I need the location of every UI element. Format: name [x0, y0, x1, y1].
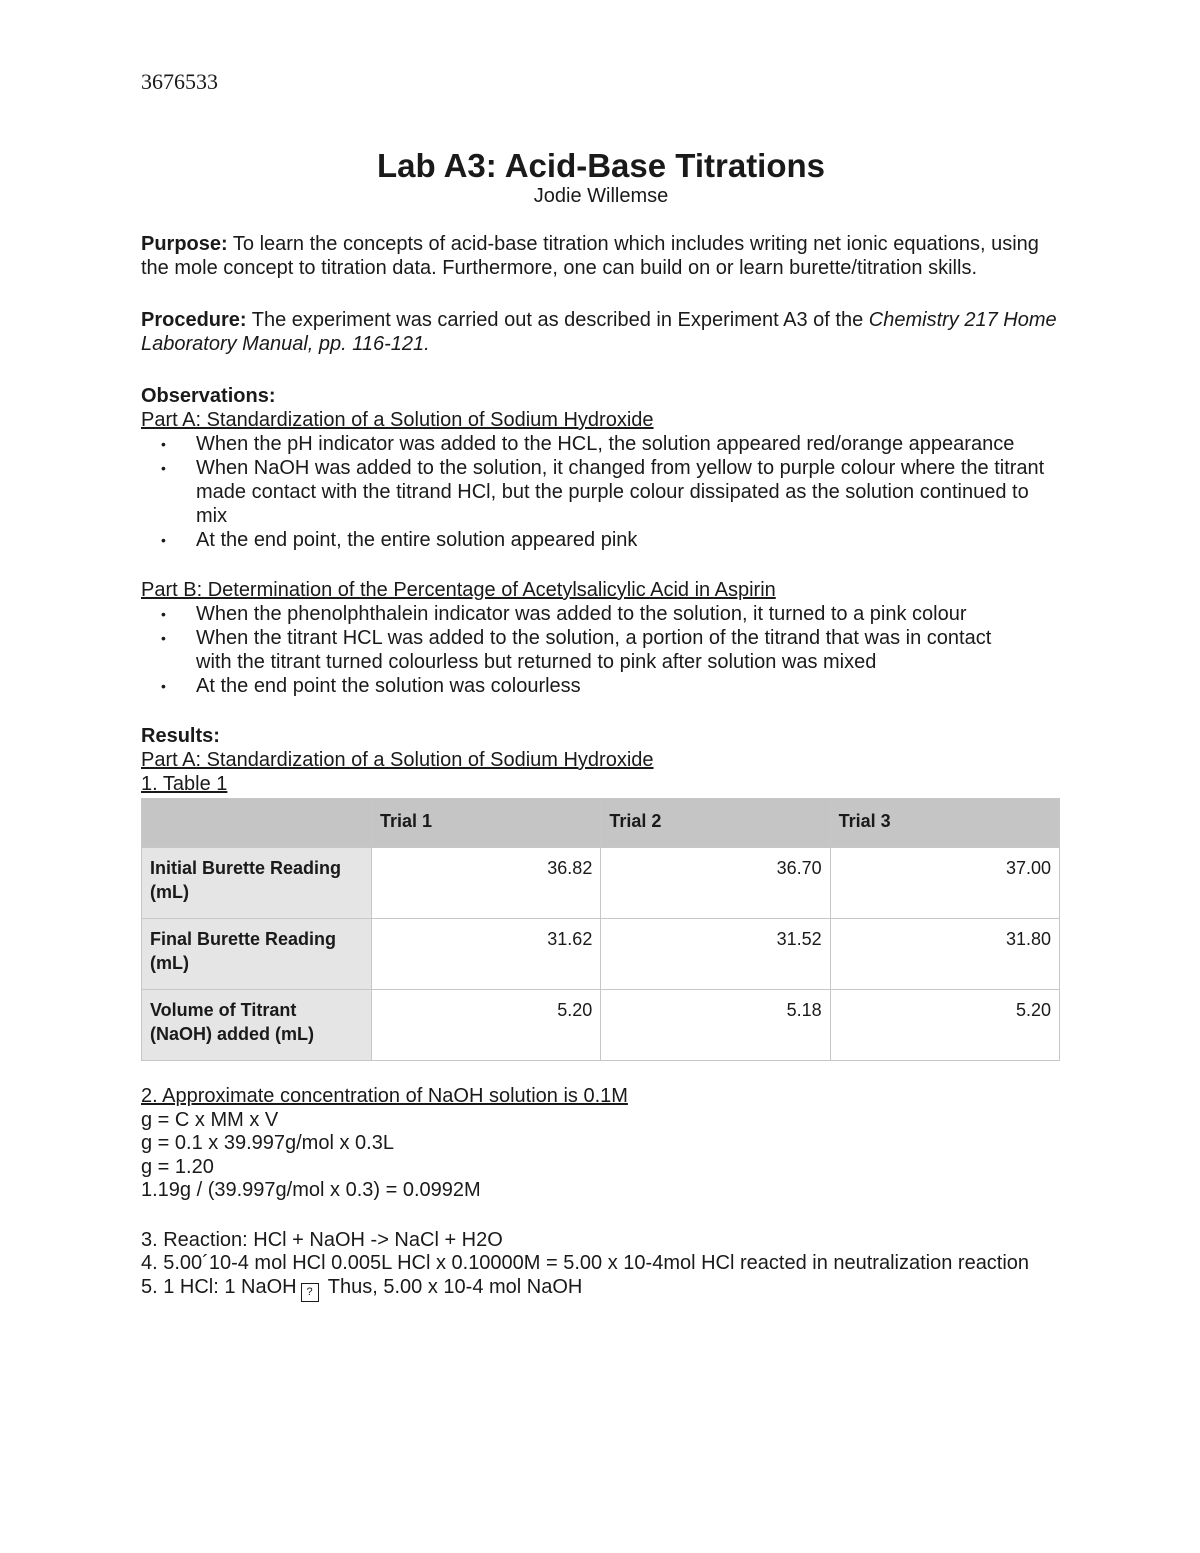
results-label: Results: — [141, 725, 220, 747]
procedure-manual-reference: Chemistry 217 Home Laboratory Manual, pp. 116-121. — [141, 309, 1057, 355]
observations-part-b-heading: Part B: Determination of the Percentage of Acetylsalicylic Acid in Aspirin — [141, 579, 776, 601]
procedure-label: Procedure: — [141, 309, 247, 331]
table-row — [142, 919, 1060, 990]
table-cell: 31.62 — [372, 919, 601, 990]
table-header-cell: Trial 1 — [372, 799, 601, 848]
concentration-heading: 2. Approximate concentration of NaOH solution is 0.1M — [141, 1085, 628, 1107]
list-item-text: When the titrant HCL was added to the solution, a portion of the titrand that was in contact — [196, 627, 992, 649]
table-cell: 36.82 — [372, 848, 601, 919]
row-label: Volume of Titrant (NaOH) added (mL) — [142, 990, 372, 1061]
results-part-a-heading: Part A: Standardization of a Solution of Sodium Hydroxide — [141, 749, 654, 771]
ratio-text: 5. 1 HCl: 1 NaOH — [141, 1275, 297, 1298]
titration-table — [141, 798, 1060, 1061]
calc-line: g = 0.1 x 39.997g/mol x 0.3L — [141, 1132, 394, 1154]
table-row — [142, 848, 1060, 919]
author-name: Jodie Willemse — [533, 185, 669, 207]
table-cell: 37.00 — [830, 848, 1059, 919]
table-cell: 31.80 — [830, 919, 1059, 990]
observations-part-a-heading: Part A: Standardization of a Solution of Sodium Hydroxide — [141, 409, 654, 431]
list-item — [196, 626, 1061, 674]
observations-label: Observations: — [141, 385, 276, 407]
row-label: Initial Burette Reading (mL) — [142, 848, 372, 919]
observations-section — [141, 384, 1061, 698]
results-section — [141, 724, 1061, 1302]
table-cell: 5.18 — [601, 990, 830, 1061]
document-body — [141, 148, 1061, 1302]
purpose-paragraph — [141, 232, 1061, 280]
reaction-line: 3. Reaction: HCl + NaOH -> NaCl + H2O — [141, 1228, 503, 1251]
list-item: • When the pH indicator was added to the HCL, the solution appeared red/orange appearance — [196, 432, 1061, 456]
list-item-continuation: with the titrant turned colourless but returned to pink after solution was mixed — [196, 651, 877, 673]
table-header-cell: Trial 3 — [830, 799, 1059, 848]
procedure-paragraph — [141, 308, 1061, 356]
missing-glyph-icon: ? — [301, 1283, 319, 1302]
list-item: • When NaOH was added to the solution, it changed from yellow to purple colour where the titrant made contact with the titrand HCl, but the purple colour dissipated as the solution continued to mix — [196, 456, 1061, 528]
table-cell: 5.20 — [830, 990, 1059, 1061]
row-label: Final Burette Reading (mL) — [142, 919, 372, 990]
table-row — [142, 990, 1060, 1061]
table-caption: 1. Table 1 — [141, 773, 228, 795]
list-item: • At the end point, the entire solution appeared pink — [196, 528, 1061, 552]
table-header-cell — [142, 799, 372, 848]
table-header-cell: Trial 2 — [601, 799, 830, 848]
student-id: 3676533 — [141, 69, 218, 94]
table-header-row — [142, 799, 1060, 848]
table-cell: 5.20 — [372, 990, 601, 1061]
calc-line: g = C x MM x V — [141, 1108, 279, 1131]
page-title: Lab A3: Acid-Base Titrations — [376, 147, 826, 184]
calc-line: g = 1.20 — [141, 1155, 214, 1178]
table-cell: 36.70 — [601, 848, 830, 919]
ratio-result-text: Thus, 5.00 x 10-4 mol NaOH — [322, 1275, 583, 1298]
observations-part-b-list — [141, 602, 1061, 698]
observations-part-a-list — [141, 432, 1061, 552]
moles-hcl-line: 4. 5.00´10-4 mol HCl 0.005L HCl x 0.10000M = 5.00 x 10-4mol HCl reacted in neutralization reaction — [141, 1252, 1030, 1274]
list-item: • When the phenolphthalein indicator was added to the solution, it turned to a pink colour — [196, 602, 1061, 626]
calculations — [141, 1085, 1061, 1302]
purpose-label: Purpose: — [141, 233, 228, 255]
list-item: • At the end point the solution was colourless — [196, 674, 1061, 698]
purpose-text: To learn the concepts of acid-base titration which includes writing net ionic equations, using the mole concept to titration data. Furthermore, one can build on or learn burette/titration skills. — [141, 233, 1039, 279]
procedure-text: The experiment was carried out as described in Experiment A3 of the — [246, 309, 869, 331]
calc-line: 1.19g / (39.997g/mol x 0.3) = 0.0992M — [141, 1179, 481, 1201]
table-cell: 31.52 — [601, 919, 830, 990]
moles-naoh-line — [141, 1276, 1061, 1302]
